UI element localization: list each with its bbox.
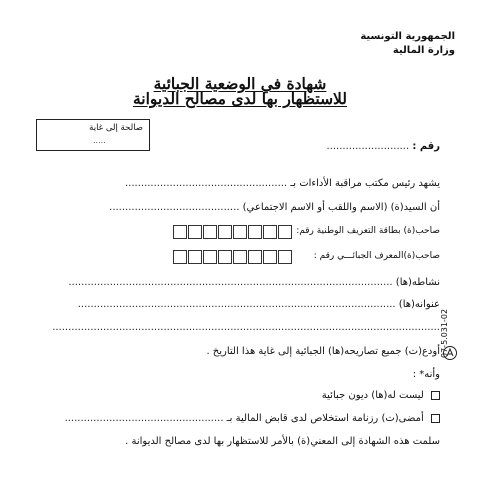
certify-row [125, 178, 440, 189]
digit-box [278, 250, 292, 264]
address-row [78, 299, 440, 310]
filed-text: أودع(ت) جميع تصاريحه(ها) الجبائية إلى غاية هذا التاريخ . [206, 346, 440, 357]
digit-box [203, 225, 217, 239]
option-payment-schedule [65, 413, 440, 424]
certify-dots: ................................................... [125, 178, 288, 189]
digit-box [173, 250, 187, 264]
activity-row [68, 277, 440, 288]
and-that-text: وأنه* : [412, 369, 440, 380]
digit-box [188, 225, 202, 239]
digit-box [278, 225, 292, 239]
option-payment-schedule-dots: .................................................. [64, 413, 224, 424]
number-row [327, 141, 440, 152]
digit-box [248, 225, 262, 239]
digit-box [263, 225, 277, 239]
validity-label: صالحة إلى غاية [89, 123, 143, 133]
digit-box [173, 225, 187, 239]
name-dots: ......................................... [109, 202, 240, 213]
certify-text: يشهد رئيس مكتب مراقبة الأداءات بـ [290, 178, 440, 189]
digit-box [203, 250, 217, 264]
address-label: عنوانه(ها) [398, 299, 440, 310]
id-card-digit-boxes [172, 225, 292, 239]
checkbox-icon[interactable] [431, 391, 440, 400]
digit-box [218, 250, 232, 264]
header-republic: الجمهورية التونسية [360, 31, 455, 42]
id-card-label: صاحب(ة) بطاقة التعريف الوطنية رقم: [296, 226, 440, 236]
tax-id-label: صاحب(ة)المعرف الجبائـــي رقم : [313, 251, 440, 261]
side-code-text: 07-5.031-02 [440, 308, 449, 358]
number-label: رقم : [412, 141, 440, 152]
seal-icon [442, 345, 458, 361]
validity-box [36, 119, 150, 151]
digit-box [233, 225, 247, 239]
document-title-line1: شهادة في الوضعية الجبائية [153, 74, 327, 93]
document-title-line2: للاستظهار بها لدى مصالح الديوانة [132, 89, 348, 108]
digit-box [188, 250, 202, 264]
validity-dots: ..... [93, 136, 106, 145]
name-text: أن السيد(ة) (الاسم واللقب أو الاسم الاجتماعي) [242, 202, 440, 213]
header-ministry: وزارة المالية [392, 45, 455, 56]
extra-dots: .......................................................................................................................... [52, 322, 440, 333]
digit-box [218, 225, 232, 239]
option-payment-schedule-label: أمضى(ت) رزنامة استخلاص لدى قابض المالية بـ [226, 413, 424, 424]
option-no-debt-label: ليست له(ها) ديون جبائية [321, 390, 424, 401]
digit-box [263, 250, 277, 264]
tax-id-digit-boxes [172, 250, 292, 264]
footer-text: سلمت هذه الشهادة إلى المعني(ة) بالأمر للاستظهار بها لدى مصالح الديوانة . [125, 436, 440, 447]
option-no-debt [322, 390, 440, 401]
number-dots: .......................... [326, 141, 410, 152]
digit-box [248, 250, 262, 264]
address-dots: .................................................................................................... [77, 299, 396, 310]
activity-dots: ...................................................................................................... [68, 277, 393, 288]
name-row [109, 202, 440, 213]
checkbox-icon[interactable] [431, 414, 440, 423]
activity-label: نشاطه(ها) [395, 277, 440, 288]
digit-box [233, 250, 247, 264]
